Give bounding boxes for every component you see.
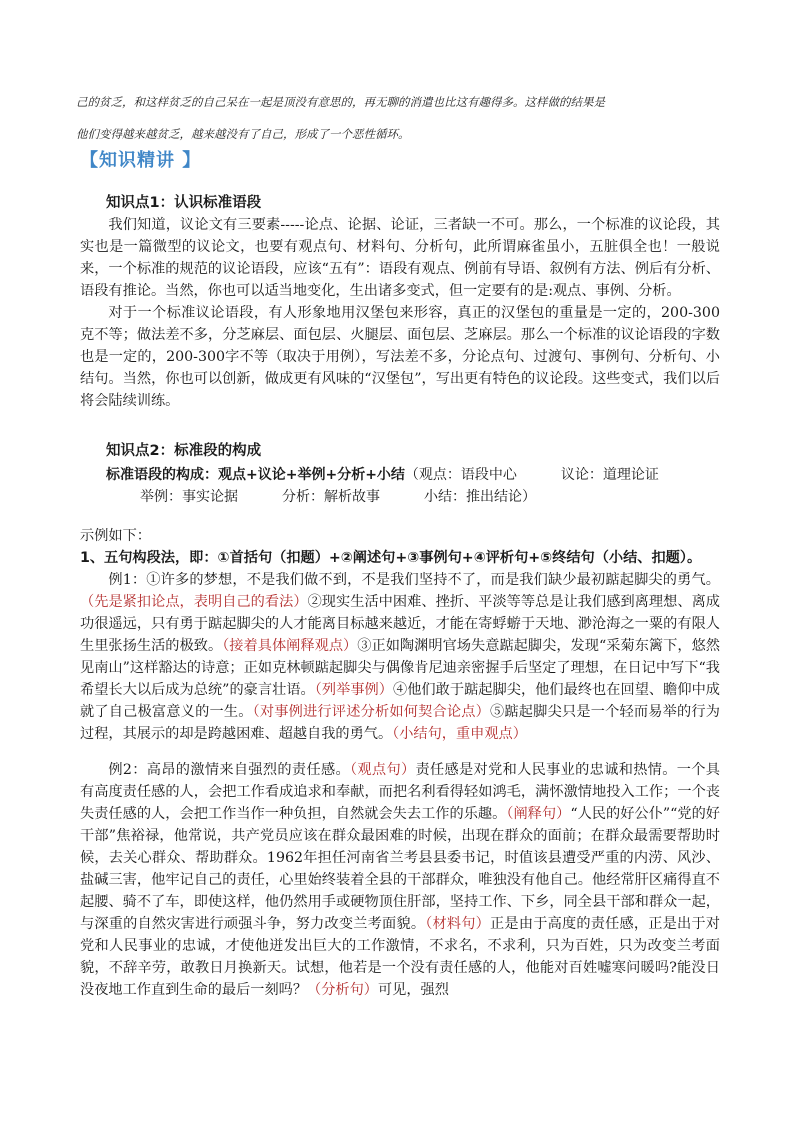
knowledge-point-2: [80, 440, 720, 462]
intro-line-1: 己的贫乏，和这样贫乏的自己呆在一起是顶没有意思的，再无聊的消遣也比这有趣得多。这样做的结果是: [76, 95, 605, 109]
knowledge-point-1: [80, 192, 720, 412]
note-summary: 小结：推出结论）: [424, 489, 536, 505]
example-sentence: ②现实生活中困难、挫折、平淡等等总是让我们感到离理想、离成功很遥远，只有勇于踮起脚尖的人才能离目标越来越近，才能在寄蜉蝣于天地、渺沧海之一粟的有限人生里张扬生活的极致。: [80, 594, 720, 654]
kp1-paragraph-1: 我们知道，议论文有三要素-----论点、论据、论证，三者缺一不可。那么，一个标准的议论段，其实也是一篇微型的议论文，也要有观点句、材料句、分析句，此所谓麻雀虽小，五脏俱全也！一般说来，一个标准的规范的议论语段，应该“五有”：语段有观点、例前有导语、叙例有方法、例后有分析、语段有推论。当然，你也可以适当地变化，生出诸多变式，但一定要有的是:观点、事例、分析。: [80, 217, 720, 299]
note-viewpoint: （观点：语段中心: [404, 467, 517, 483]
annotation-note: （观点句）: [350, 762, 416, 778]
examples-section: [80, 525, 720, 1001]
example-sentence: 例2：高昂的激情来自强烈的责任感。: [108, 762, 350, 778]
annotation-note: （对事例进行评述分析如何契合论点）: [252, 704, 491, 720]
kp2-heading: 知识点2：标准段的构成: [106, 443, 262, 459]
examples-intro: 示例如下：: [80, 528, 151, 544]
annotation-note: （先是紧扣论点，表明自己的看法）: [80, 594, 308, 610]
example-1-paragraph: [80, 569, 720, 745]
structure-label: 标准语段的构成：观点+议论+举例+分析+小结: [106, 467, 405, 483]
example-sentence: ④他们敢于踮起脚尖，他们最终也在回望、瞻仰中成就了自己极富意义的一生。: [80, 682, 720, 720]
structure-definition: [106, 464, 726, 508]
intro-text: [76, 86, 724, 150]
intro-line-2: 他们变得越来越贫乏，越来越没有了自己，形成了一个恶性循环。: [76, 127, 410, 141]
section-title: 【知识精讲 】: [80, 150, 202, 171]
kp1-heading: 知识点1：认识标准语段: [106, 195, 262, 211]
annotation-note: （材料句）: [425, 916, 491, 932]
example-sentence: ⑤踮起脚尖只是一个轻而易举的行为过程，其展示的却是跨越困难、超越自我的勇气。: [80, 704, 720, 742]
example-sentence: “人民的好公仆”“党的好干部”焦裕禄，他常说，共产党员应该在群众最困难的时候，出现在群众的面前；在群众最需要帮助时候，去关心群众、帮助群众。1962年担任河南省兰考县县委书记，时值该县遭受严重的内涝、风沙、盐碱三害，他牢记自己的责任，心里始终装着全县的干部群众，唯独没有他自己。他经常肝区痛得直不起腰、骑不了车，即使这样，他仍然用手或硬物顶住肝部，坚持工作、下乡，同全县干部和群众一起，与深重的自然灾害进行顽强斗争，努力改变兰考面貌。: [80, 806, 720, 932]
example-sentence: 例1：①许多的梦想，不是我们做不到，不是我们坚持不了，而是我们缺少最初踮起脚尖的勇气。: [108, 572, 720, 588]
example-2-paragraph: [80, 759, 720, 1001]
note-analysis: 分析：解析故事: [282, 489, 380, 505]
annotation-note: （分析句）: [307, 982, 378, 998]
note-example: 举例：事实论据: [140, 489, 238, 505]
note-argue: 议论：道理论证: [560, 467, 659, 483]
example-sentence: 正是由于高度的责任感，正是出于对党和人民事业的忠诚，才使他迸发出巨大的工作激情，不求名，不求利，只为百姓，只为改变兰考面貌，不辞辛劳，敢教日月换新天。试想，他若是一个没有责任感的人，他能对百姓嘘寒问暖吗?能没日没夜地工作直到生命的最后一刻吗？: [80, 916, 720, 998]
annotation-note: （列举事例）: [314, 682, 393, 698]
annotation-note: （小结句，重申观点）: [392, 726, 527, 742]
kp1-paragraph-2: 对于一个标准议论语段，有人形象地用汉堡包来形容，真正的汉堡包的重量是一定的，200-300克不等；做法差不多，分芝麻层、面包层、火腿层、面包层、芝麻层。那么一个标准的议论语段的字数也是一定的，200-300字不等（取决于用例），写法差不多，分论点句、过渡句、事例句、分析句、小结句。当然，你也可以创新，做成更有风味的“汉堡包”，写出更有特色的议论段。这些变式，我们以后将会陆续训练。: [80, 305, 720, 409]
example-sentence: 可见，强烈: [377, 982, 449, 998]
annotation-note: （接着具体阐释观点）: [222, 638, 358, 654]
example-sentence: 责任感是对党和人民事业的忠诚和热情。一个具有高度责任感的人，会把工作看成追求和奉献，而把名利看得轻如鸿毛，满怀激情地投入工作；一个丧失责任感的人，会把工作当作一种负担，自然就会失去工作的乐趣。: [80, 762, 720, 822]
method-title: 1、五句构段法，即：①首括句（扣题）+②阐述句+③事例句+④评析句+⑤终结句（小结、扣题）。: [80, 550, 702, 566]
annotation-note: （阐释句）: [506, 806, 571, 822]
example-sentence: ③正如陶渊明官场失意踮起脚尖，发现“采菊东篱下，悠然见南山”这样豁达的诗意；正如克林顿踮起脚尖与偶像肯尼迪亲密握手后坚定了理想，在日记中写下“我希望长大以后成为总统”的豪言壮语。: [80, 638, 720, 698]
